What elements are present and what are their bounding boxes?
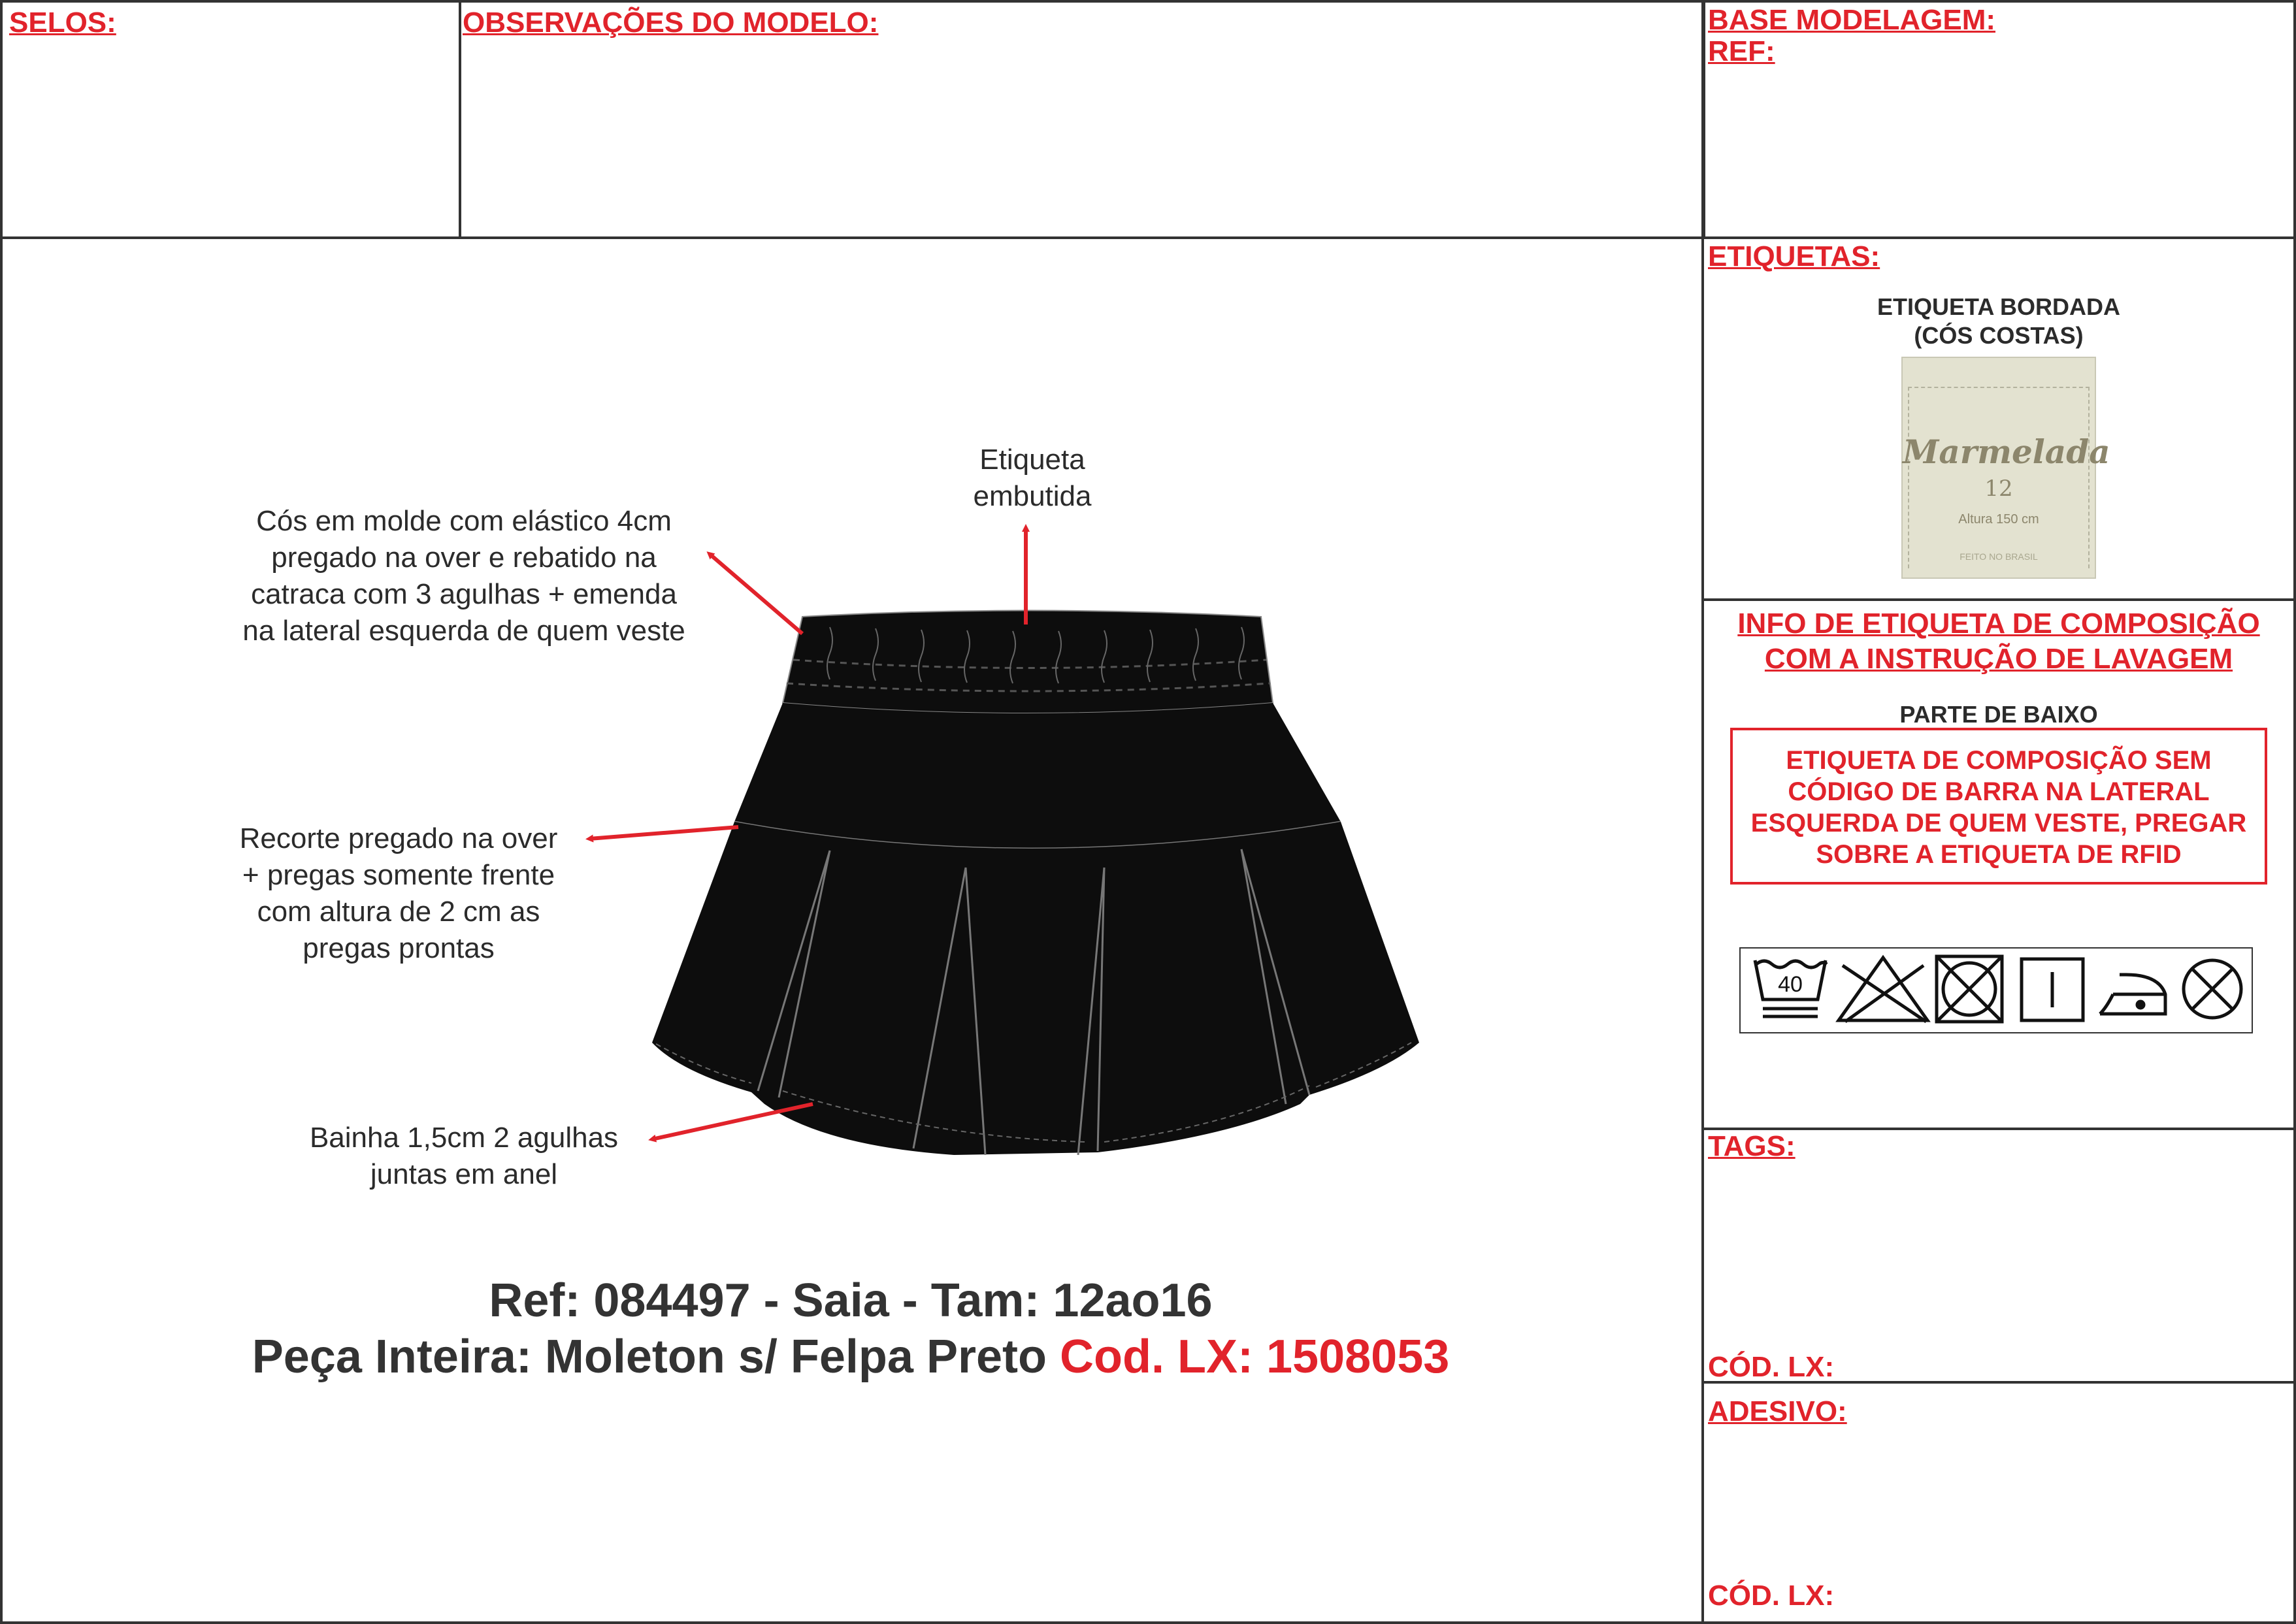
tags-box bbox=[1701, 1128, 2296, 1384]
wash-temp-text: 40 bbox=[1778, 972, 1803, 997]
bainha-line1: Bainha 1,5cm 2 agulhas bbox=[309, 1122, 619, 1154]
product-material: Peça Inteira: Moleton s/ Felpa Preto bbox=[252, 1331, 1047, 1383]
line-dry-icon bbox=[2022, 959, 2083, 1020]
recorte-line2: + pregas somente frente bbox=[242, 859, 555, 891]
waistband bbox=[783, 611, 1273, 714]
cos-line4: na lateral esquerda de quem veste bbox=[242, 615, 685, 647]
no-bleach-icon bbox=[1839, 958, 1927, 1022]
composicao-title-line1: INFO DE ETIQUETA DE COMPOSIÇÃO bbox=[1737, 608, 2260, 640]
etiqueta-bordada-line2: (CÓS COSTAS) bbox=[1914, 322, 2084, 349]
selos-label: SELOS: bbox=[9, 7, 116, 39]
skirt-body bbox=[652, 822, 1419, 1155]
cos-annotation bbox=[196, 503, 732, 649]
adesivo-label: ADESIVO: bbox=[1708, 1395, 1847, 1427]
parte-de-baixo-label: PARTE DE BAIXO bbox=[1899, 701, 2098, 728]
composicao-title-line2: COM A INSTRUÇÃO DE LAVAGEM bbox=[1764, 643, 2233, 675]
etiquetas-label: ETIQUETAS: bbox=[1708, 240, 1880, 272]
cos-line3: catraca com 3 agulhas + emenda bbox=[251, 578, 677, 610]
product-ref-title: Ref: 084497 - Saia - Tam: 12ao16 bbox=[489, 1275, 1213, 1327]
bainha-line2: juntas em anel bbox=[370, 1158, 558, 1190]
rfid-line1: ETIQUETA DE COMPOSIÇÃO SEM bbox=[1786, 746, 2212, 775]
adesivo-cod-lx-label: CÓD. LX: bbox=[1708, 1580, 1835, 1612]
no-tumble-dry-icon bbox=[1937, 956, 2002, 1022]
recorte-line3: com altura de 2 cm as bbox=[257, 896, 540, 928]
recorte-line1: Recorte pregado na over bbox=[239, 822, 558, 854]
product-material-title bbox=[0, 1330, 1701, 1384]
rfid-line3: ESQUERDA DE QUEM VESTE, PREGAR bbox=[1750, 809, 2247, 837]
woven-label-image bbox=[1901, 357, 2110, 579]
base-modelagem-label: BASE MODELAGEM: bbox=[1708, 4, 1995, 36]
label-height: Altura 150 cm bbox=[1958, 512, 2039, 527]
observacoes-label: OBSERVAÇÕES DO MODELO: bbox=[463, 7, 879, 39]
label-brand: Marmelada bbox=[1903, 432, 2110, 471]
etiqueta-bordada-line1: ETIQUETA BORDADA bbox=[1877, 293, 2120, 320]
rfid-instruction-box bbox=[1730, 728, 2267, 885]
rfid-line4: SOBRE A ETIQUETA DE RFID bbox=[1816, 840, 2182, 869]
no-dry-clean-icon bbox=[2184, 960, 2241, 1018]
label-size: 12 bbox=[1984, 476, 2013, 502]
care-symbols-strip bbox=[1739, 947, 2253, 1033]
label-made-in: FEITO NO BRASIL bbox=[1960, 551, 2038, 562]
etiqueta-line1: Etiqueta bbox=[979, 444, 1085, 476]
yoke bbox=[734, 703, 1341, 849]
iron-icon bbox=[2100, 975, 2165, 1014]
composicao-title bbox=[1701, 606, 2296, 677]
bainha-annotation bbox=[268, 1120, 660, 1193]
rfid-line2: CÓDIGO DE BARRA NA LATERAL bbox=[1788, 777, 2210, 806]
ref-label: REF: bbox=[1708, 35, 1775, 67]
cos-line1: Cós em molde com elástico 4cm bbox=[256, 505, 672, 537]
tags-label: TAGS: bbox=[1708, 1130, 1796, 1162]
product-cod-lx: Cod. LX: 1508053 bbox=[1060, 1331, 1450, 1383]
tags-cod-lx-label: CÓD. LX: bbox=[1708, 1351, 1835, 1383]
etiqueta-bordada-title bbox=[1701, 293, 2296, 350]
etiqueta-line2: embutida bbox=[973, 480, 1092, 512]
cos-line2: pregado na over e rebatido na bbox=[271, 542, 657, 574]
etiqueta-annotation bbox=[967, 442, 1098, 515]
recorte-annotation bbox=[203, 820, 595, 967]
recorte-line4: pregas prontas bbox=[303, 932, 495, 964]
